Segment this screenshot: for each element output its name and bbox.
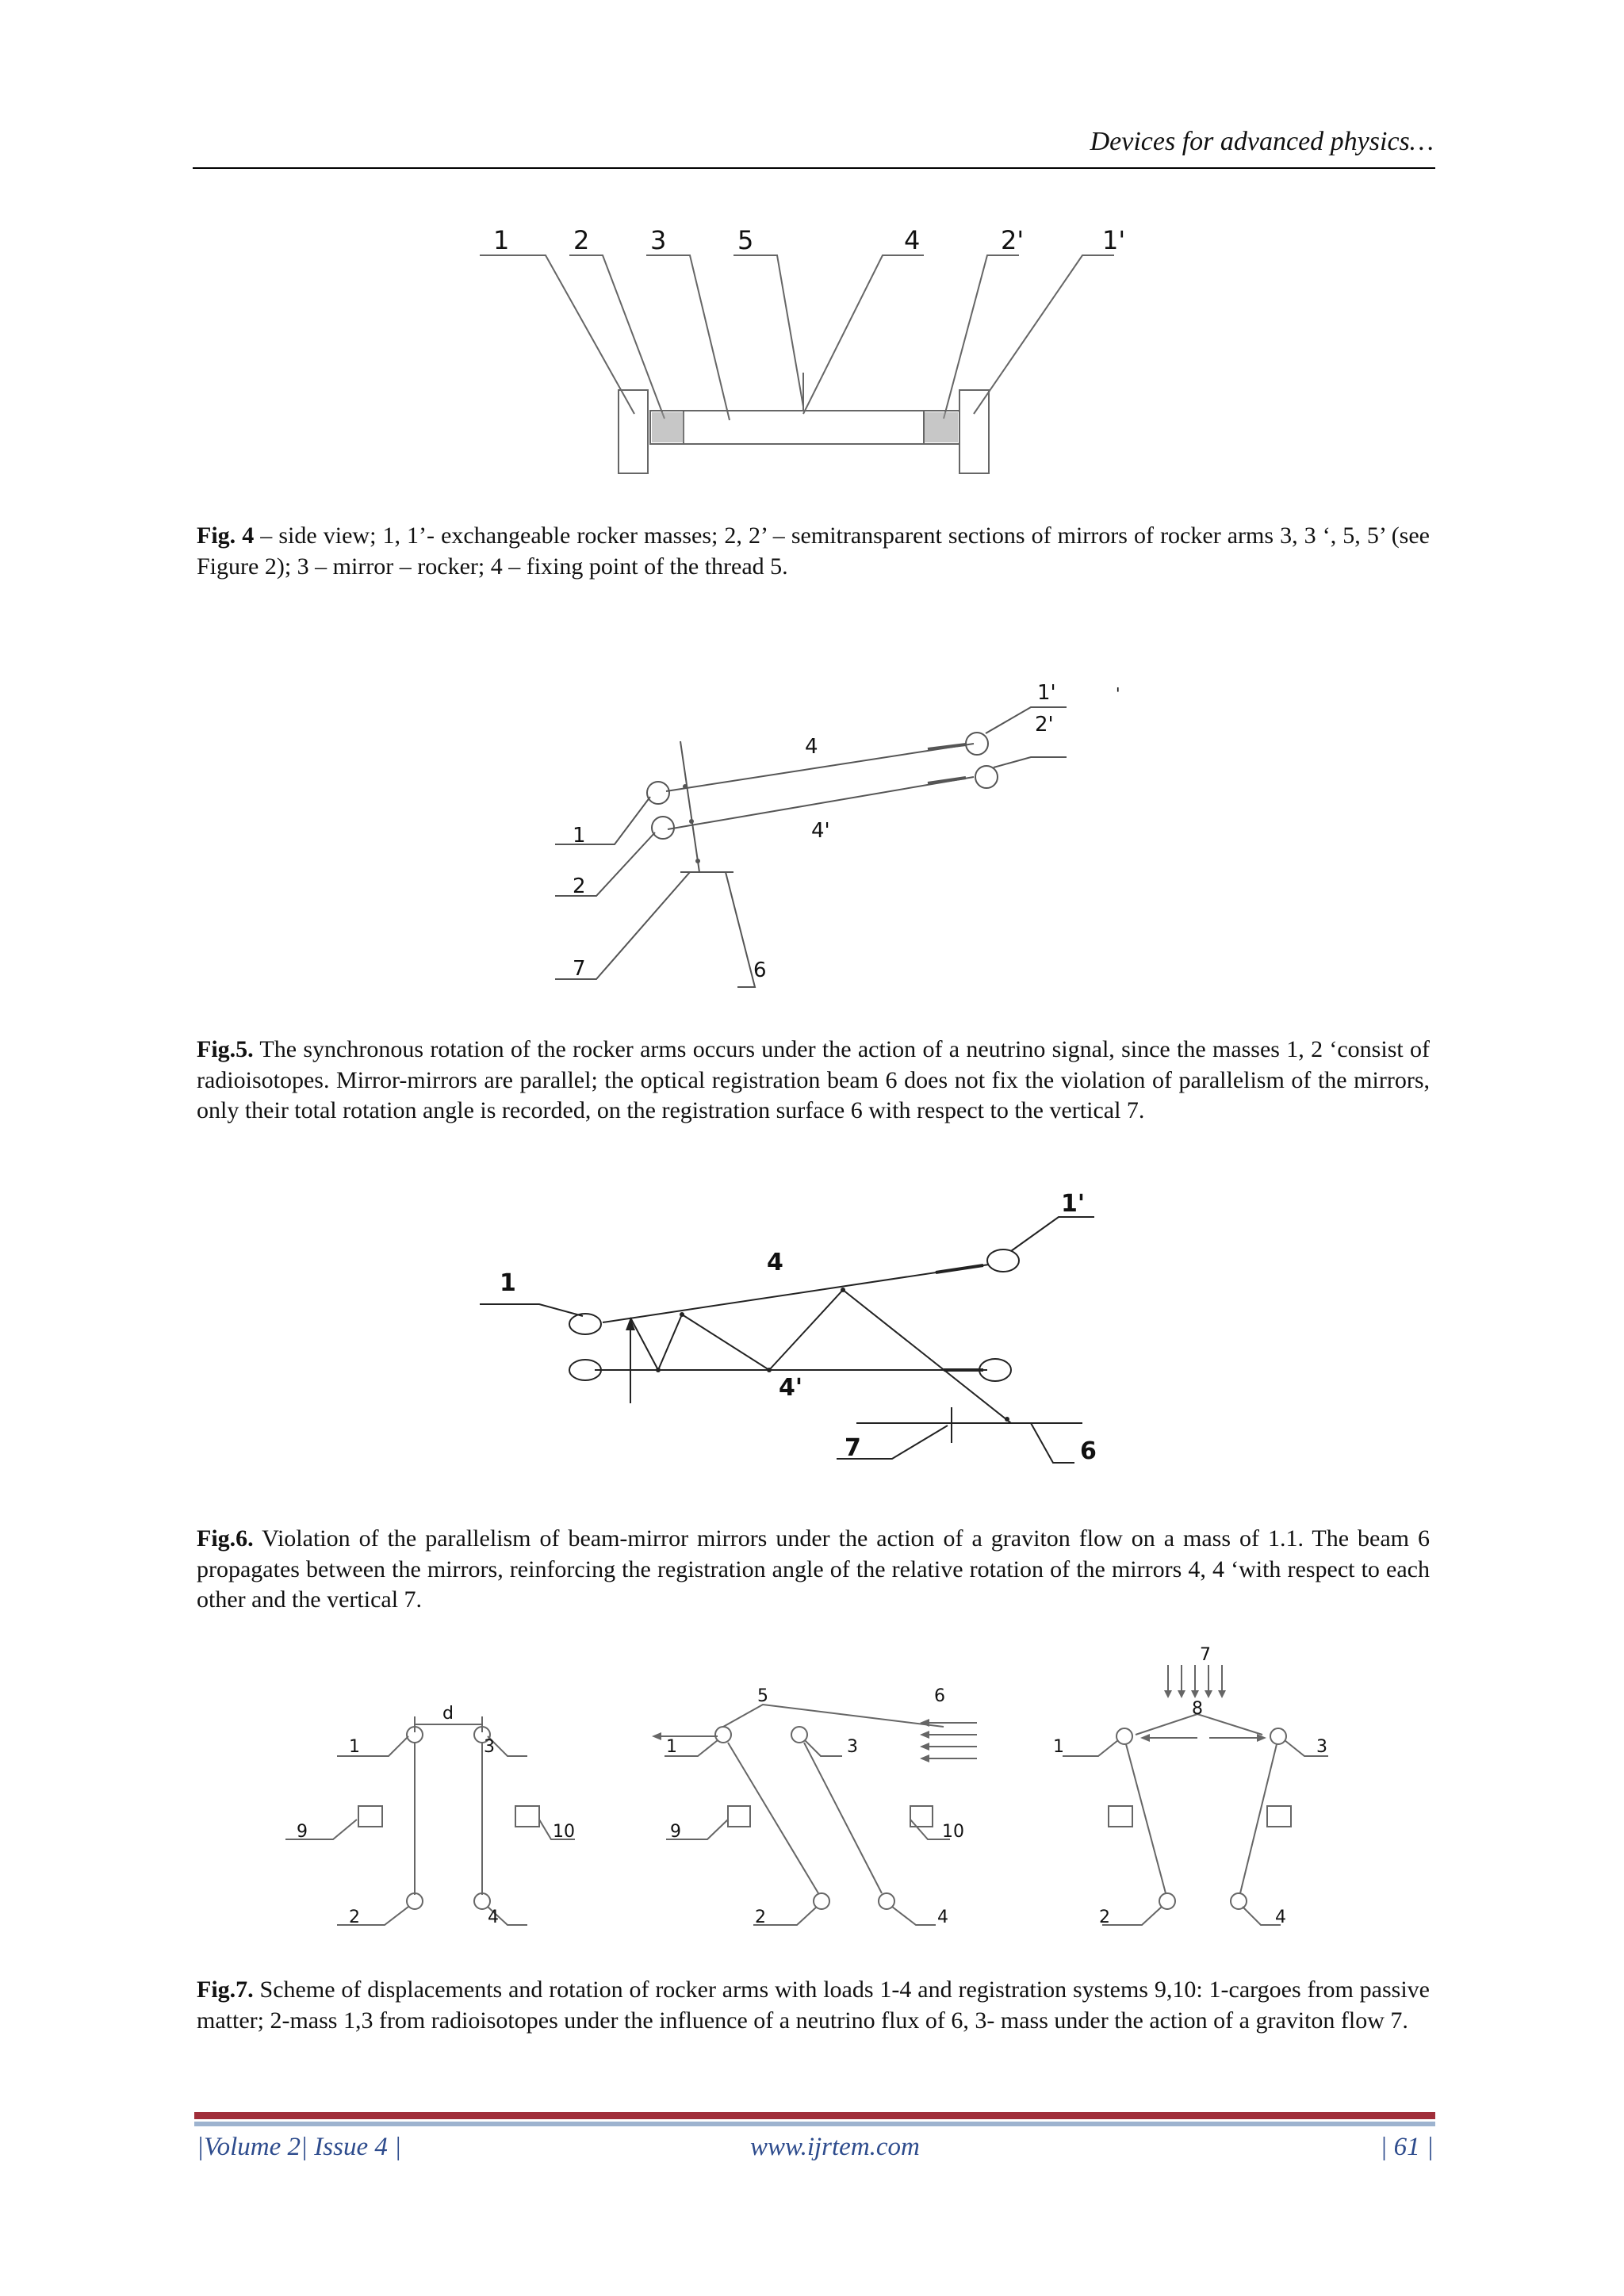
mass-1p-circle [987,1249,1019,1272]
footer-bar-blue [194,2122,1435,2126]
mass-1-circle [647,782,669,804]
fig5-label-6: 6 [753,959,767,982]
fig7b-label-4: 4 [937,1908,948,1927]
figure-5-diagram [0,650,1624,999]
fig7-panel-a [285,1716,575,1925]
fig7b-label-3: 3 [847,1737,858,1757]
mass-1-block [619,390,648,473]
fig7a-label-3: 3 [484,1737,495,1757]
caption-text: – side view; 1, 1’- exchangeable rocker masses; 2, 2’ – semitransparent sections of mirrors of rocker arms 3, 3 ‘, 5, 5’ (see Figure 2); 3 – mirror – rocker; 4 – fixing point of the thread 5. [197,522,1430,580]
fig4-label-3: 3 [650,225,667,255]
footer-bar-red [194,2112,1435,2119]
fig7a-label-4: 4 [488,1908,499,1927]
caption-label: Fig. 4 [197,522,255,549]
figure-5-caption [197,1035,1430,1127]
fig4-label-1p: 1' [1102,225,1126,255]
fig7a-label-9: 9 [297,1822,308,1842]
fig7b-label-5: 5 [757,1686,768,1706]
mass-2p-circle [975,766,998,788]
caption-label: Fig.6. [197,1525,254,1552]
fig5-label-2p: 2' [1035,713,1054,737]
mass-2-circle [652,817,674,839]
fig6-label-4: 4 [767,1249,783,1276]
fig4-label-1: 1 [493,225,510,255]
fig5-label-2: 2 [573,874,586,898]
caption-text: Scheme of displacements and rotation of rocker arms with loads 1-4 and registration systems 9,10: 1-cargoes from passive matter; 2-mass 1,3 from radioisotopes under the influence of a neutrino flux of 6, 3- mass under the action of a graviton flow 7. [197,1976,1430,2034]
fig7c-label-7: 7 [1200,1645,1211,1665]
caption-text: Violation of the parallelism of beam-mirror mirrors under the action of a graviton flow on a mass of 1.1. The beam 6 propagates between the mirrors, reinforcing the registration angle of the relative rotation of the mirrors 4, 4 ‘with respect to each other and the vertical 7. [197,1525,1430,1613]
fig5-label-1: 1 [573,824,586,848]
fig7b-label-2: 2 [755,1908,766,1927]
fig7b-label-9: 9 [670,1822,681,1842]
fig7a-label-2: 2 [349,1908,360,1927]
fig4-label-2: 2 [573,225,590,255]
fig7c-label-1: 1 [1053,1737,1064,1757]
figure-6-caption [197,1524,1430,1616]
figure-7 [0,1641,1624,1942]
fig4-label-5: 5 [737,225,754,255]
fig4-label-4: 4 [904,225,921,255]
figure-7-caption [197,1975,1430,2036]
fig6-label-7: 7 [845,1434,861,1462]
fig7c-label-2: 2 [1099,1908,1110,1927]
header-rule [193,167,1435,169]
figure-4-caption [197,521,1430,582]
caption-label: Fig.5. [197,1036,254,1062]
fig7b-label-10: 10 [942,1822,964,1842]
fig7c-label-8: 8 [1192,1699,1203,1719]
footer-volume: |Volume 2| Issue 4 | [197,2133,402,2161]
figure-4-diagram [0,214,1624,499]
fig4-label-2p: 2' [1001,225,1025,255]
running-header: Devices for advanced physics… [1090,127,1434,156]
fig7b-label-6: 6 [934,1686,945,1706]
fig5-label-4p: 4' [811,819,830,843]
fig6-label-1: 1 [500,1269,516,1297]
fig6-label-1p: 1' [1061,1190,1086,1218]
fig5-label-7: 7 [573,957,586,981]
fig6-label-6: 6 [1080,1437,1097,1465]
footer-divider [194,2112,1435,2126]
figure-6-diagram [0,1181,1624,1483]
fig7a-label-10: 10 [553,1822,575,1842]
footer-page-number: | 61 | [1380,2133,1434,2161]
mass-1-circle [569,1314,601,1334]
mirror-rocker-beam [650,411,959,444]
caption-text: The synchronous rotation of the rocker arms occurs under the action of a neutrino signal, since the masses 1, 2 ‘consist of radioisotopes. Mirror-mirrors are parallel; the optical registration beam 6 does not fix the violation of parallelism of the mirrors, only their total rotation angle is recorded, on the registration surface 6 with respect to the vertical 7. [197,1036,1430,1123]
fig5-label-4: 4 [805,735,818,759]
caption-label: Fig.7. [197,1976,254,2003]
fig7b-label-1: 1 [666,1737,677,1757]
fig7c-label-3: 3 [1316,1737,1327,1757]
mirror-4-line [603,1265,989,1322]
fig7c-label-4: 4 [1275,1908,1286,1927]
footer-website-link[interactable]: www.ijrtem.com [750,2133,920,2161]
fig6-label-4p: 4' [779,1374,803,1402]
fig5-mark: ' [1116,684,1120,703]
fig7a-label-1: 1 [349,1737,360,1757]
fig5-label-1p: 1' [1037,681,1056,705]
figure-5 [0,650,1624,999]
figure-7-diagram [0,1641,1624,1942]
fig7a-label-d: d [442,1704,454,1724]
figure-6 [0,1181,1624,1483]
figure-4 [0,214,1624,499]
mass-1p-block [959,390,989,473]
